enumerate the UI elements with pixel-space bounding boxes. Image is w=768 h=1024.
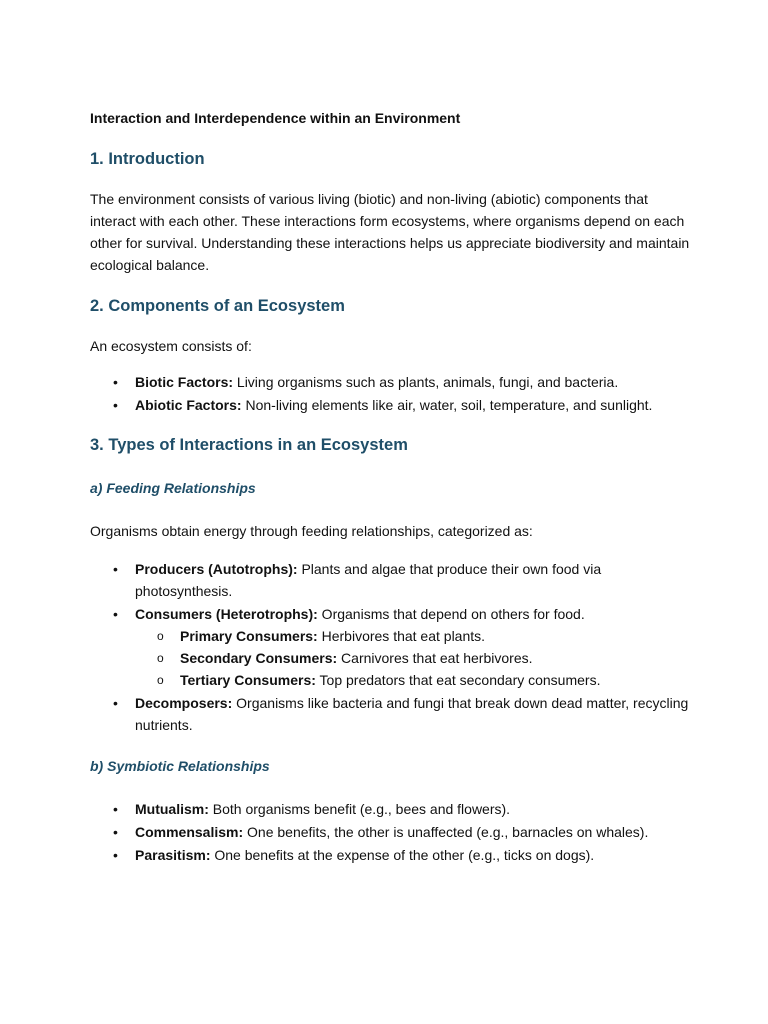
sub-list-item-text: Carnivores that eat herbivores. [337,650,533,666]
list-item [90,798,690,820]
list-item-text: Organisms that depend on others for food. [317,606,585,622]
list-item-text: Both organisms benefit (e.g., bees and flowers). [208,801,511,817]
list-item [90,603,690,691]
document-page [90,108,690,884]
list-item-term: Commensalism: [135,824,244,840]
bullet-icon: • [113,695,118,711]
sub-list-item-term: Secondary Consumers: [180,650,338,666]
feeding-list [90,558,690,736]
list-item-term: Parasitism: [135,847,211,863]
list-item-text: One benefits, the other is unaffected (e.g., barnacles on whales). [243,824,649,840]
bullet-icon: • [113,847,118,863]
sub-list-item-text: Herbivores that eat plants. [317,628,486,644]
list-item-text: Organisms like bacteria and fungi that break down dead matter, recycling nutrients. [135,695,689,733]
consumer-sublist [135,625,690,691]
list-item-term: Abiotic Factors: [135,397,242,413]
list-item [90,692,690,736]
sub-list-item-term: Tertiary Consumers: [180,672,316,688]
hollow-bullet-icon: o [157,629,164,643]
list-item-text: Non-living elements like air, water, soil, temperature, and sunlight. [241,397,653,413]
list-item [90,558,690,602]
sub-list-item-term: Primary Consumers: [180,628,318,644]
list-item-term: Decomposers: [135,695,233,711]
subsection-heading-feeding: a) Feeding Relationships [90,480,256,496]
bullet-icon: • [113,397,118,413]
list-item-text: One benefits at the expense of the other (e.g., ticks on dogs). [210,847,595,863]
sub-list-item [135,669,690,691]
list-item-text: Living organisms such as plants, animals, fungi, and bacteria. [233,374,619,390]
list-item [90,844,690,866]
document-title: Interaction and Interdependence within an Environment [90,110,461,126]
list-item-term: Biotic Factors: [135,374,234,390]
bullet-icon: • [113,374,118,390]
feeding-lead: Organisms obtain energy through feeding relationships, categorized as: [90,523,533,539]
hollow-bullet-icon: o [157,651,164,665]
bullet-icon: • [113,606,118,622]
components-lead: An ecosystem consists of: [90,338,252,354]
list-item-term: Consumers (Heterotrophs): [135,606,318,622]
sub-list-item-text: Top predators that eat secondary consumers. [315,672,601,688]
introduction-paragraph: The environment consists of various living (biotic) and non-living (abiotic) components that interact with each other. These interactions form ecosystems, where organisms depend on each other for survival. Understanding these interactions helps us appreciate biodiversity and maintain ecological balance. [90,191,690,273]
list-item-term: Producers (Autotrophs): [135,561,298,577]
list-item [90,394,690,416]
bullet-icon: • [113,561,118,577]
sub-list-item [135,647,690,669]
subsection-heading-symbiotic: b) Symbiotic Relationships [90,758,270,774]
list-item-text: Plants and algae that produce their own food via photosynthesis. [135,561,602,599]
hollow-bullet-icon: o [157,673,164,687]
bullet-icon: • [113,801,118,817]
section-heading-components: 2. Components of an Ecosystem [90,297,345,315]
bullet-icon: • [113,824,118,840]
list-item [90,821,690,843]
sub-list-item [135,625,690,647]
list-item-term: Mutualism: [135,801,209,817]
section-heading-introduction: 1. Introduction [90,150,205,168]
components-list [90,371,690,416]
section-heading-interactions: 3. Types of Interactions in an Ecosystem [90,436,408,454]
list-item [90,371,690,393]
symbiotic-list [90,798,690,866]
